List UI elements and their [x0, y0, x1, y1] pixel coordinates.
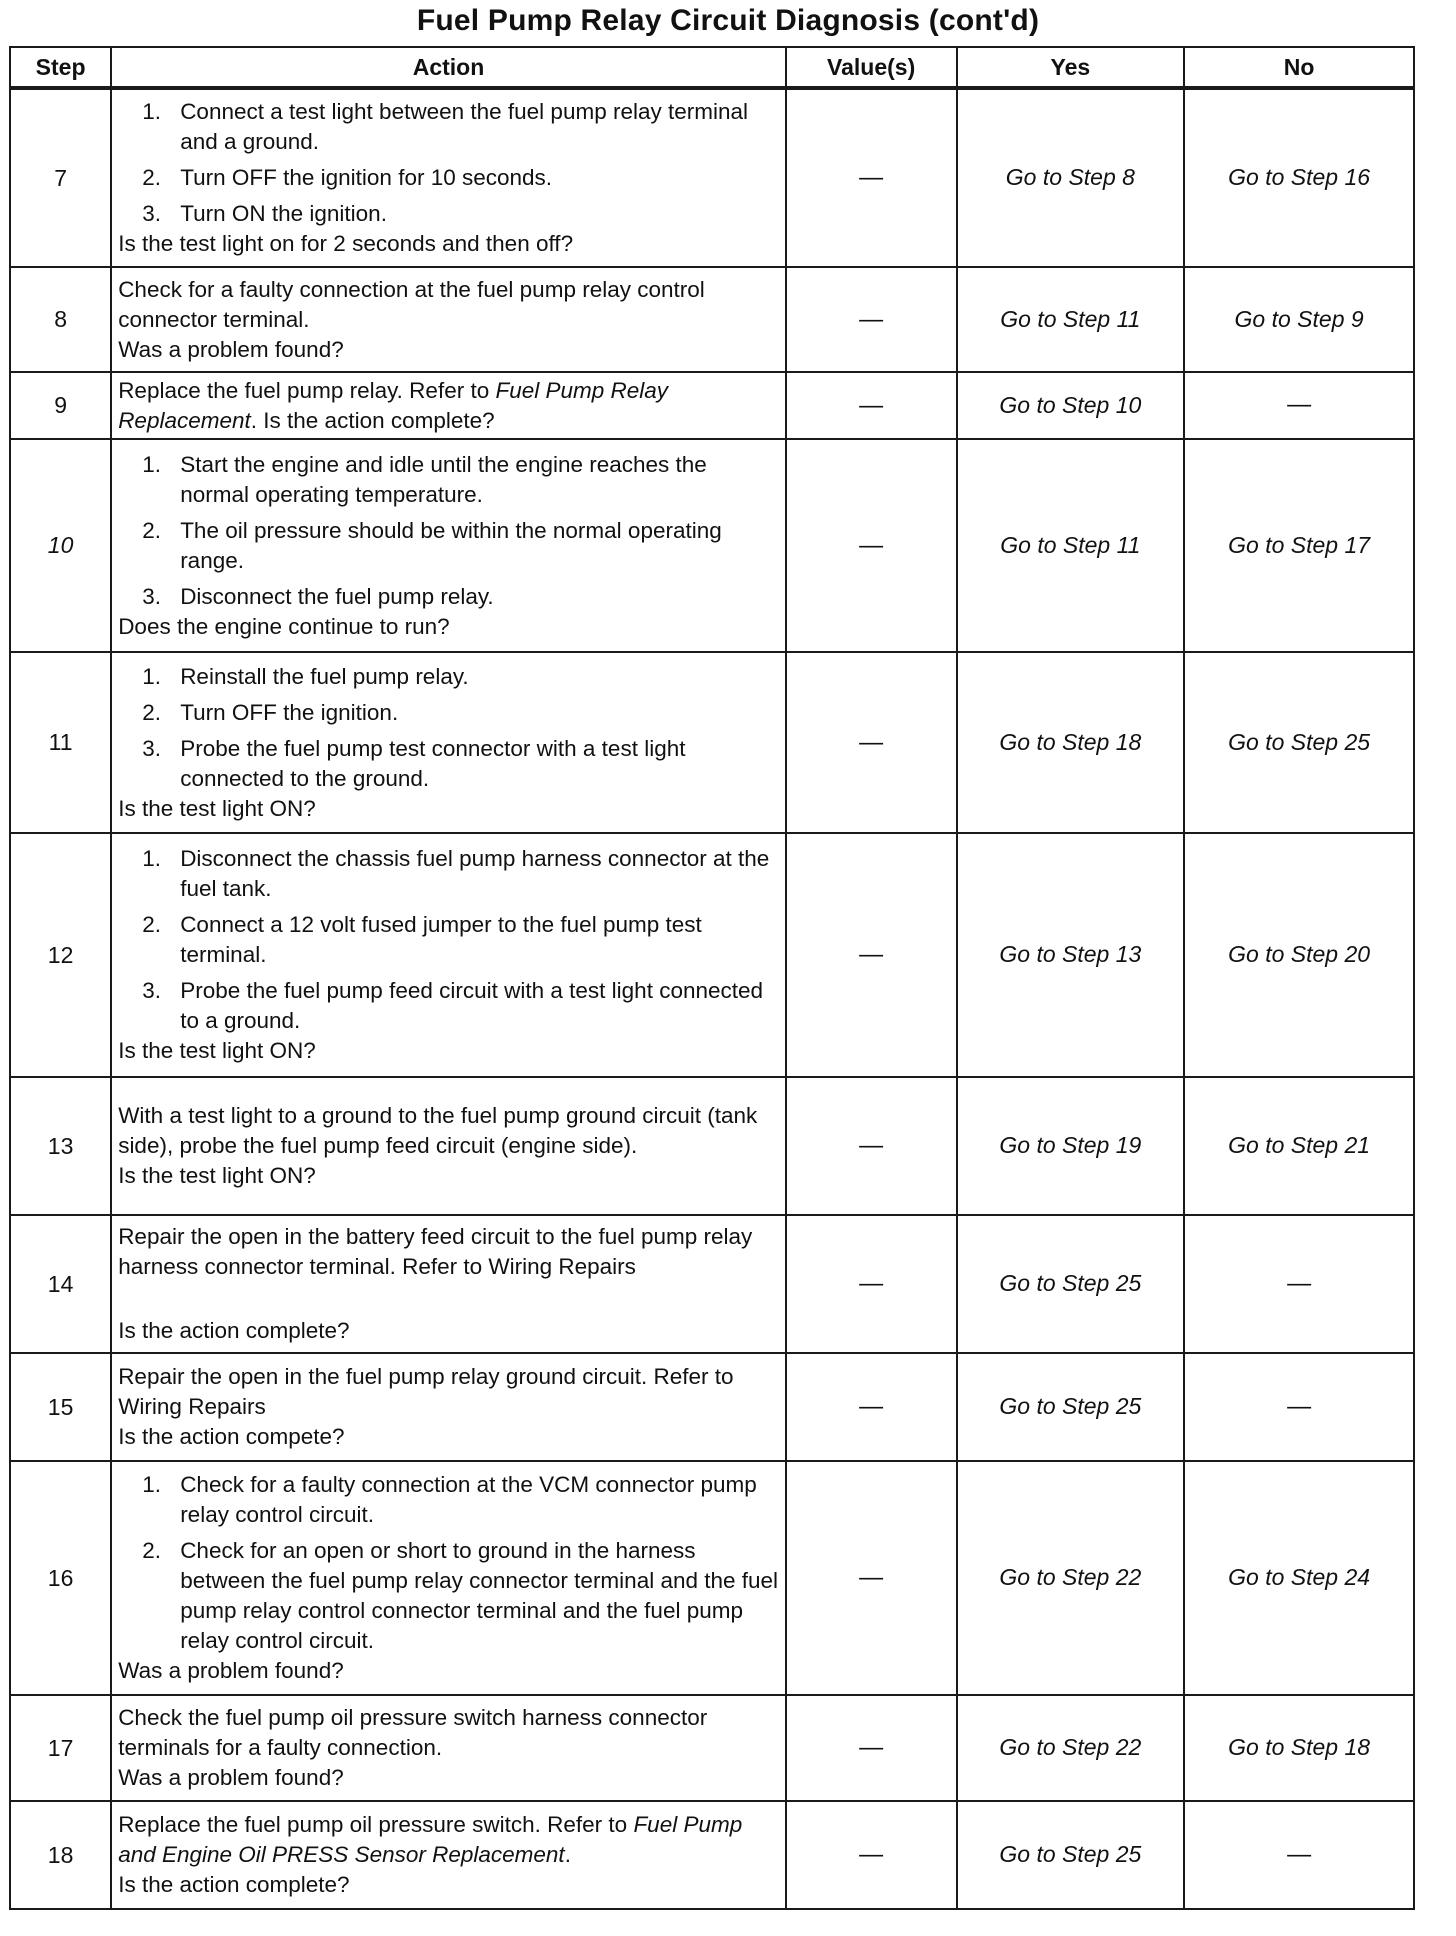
table-row: [10, 1695, 1414, 1801]
step-number: 8: [10, 267, 111, 372]
action-cell: [111, 439, 786, 652]
value-cell: —: [786, 1461, 957, 1695]
step-number: 11: [10, 652, 111, 833]
action-step: 3. Disconnect the fuel pump relay.: [142, 583, 494, 609]
value-cell: —: [786, 1801, 957, 1909]
action-question: Is the test light ON?: [118, 795, 316, 821]
yes-cell: Go to Step 19: [957, 1077, 1185, 1215]
action-step: 3. Probe the fuel pump feed circuit with a test light connected to a ground.: [142, 978, 764, 1033]
step-number: 15: [10, 1353, 111, 1461]
yes-cell: Go to Step 25: [957, 1215, 1185, 1353]
step-number: 18: [10, 1801, 111, 1909]
action-text: Check the fuel pump oil pressure switch harness connector terminals for a faulty connection.: [118, 1705, 708, 1760]
action-step: 2. Check for an open or short to ground in the harness between the fuel pump relay connector terminal and the fuel pump relay control connector terminal and the fuel pump relay control circuit.: [142, 1538, 779, 1653]
action-step: 3. Probe the fuel pump test connector with a test light connected to the ground.: [142, 735, 686, 791]
yes-cell: Go to Step 22: [957, 1695, 1185, 1801]
action-steps: [118, 97, 781, 229]
table-row: [10, 1461, 1414, 1695]
action-steps: [118, 844, 781, 1036]
action-cell: [111, 652, 786, 833]
step-number: 14: [10, 1215, 111, 1353]
step-number: 12: [10, 833, 111, 1077]
table-header-row: [10, 47, 1414, 88]
action-step: 2. Connect a 12 volt fused jumper to the fuel pump test terminal.: [142, 912, 702, 967]
no-cell: Go to Step 20: [1184, 833, 1414, 1077]
action-cell: Replace the fuel pump relay. Refer to Fuel Pump Relay Replacement. Is the action complete?: [111, 372, 786, 439]
action-cell: [111, 1077, 786, 1215]
value-cell: —: [786, 1695, 957, 1801]
step-number: 10: [10, 439, 111, 652]
yes-cell: Go to Step 25: [957, 1353, 1185, 1461]
action-cell: [111, 1353, 786, 1461]
header-yes: Yes: [957, 47, 1185, 88]
value-cell: —: [786, 372, 957, 439]
action-step: 2. The oil pressure should be within the normal operating range.: [142, 517, 722, 573]
no-cell: Go to Step 24: [1184, 1461, 1414, 1695]
yes-cell: Go to Step 10: [957, 372, 1185, 439]
action-step: 1. Disconnect the chassis fuel pump harness connector at the fuel tank.: [142, 846, 770, 901]
yes-cell: Go to Step 13: [957, 833, 1185, 1077]
value-cell: —: [786, 439, 957, 652]
no-cell: Go to Step 18: [1184, 1695, 1414, 1801]
table-row: [10, 1801, 1414, 1909]
step-number: 13: [10, 1077, 111, 1215]
action-step: 3. Turn ON the ignition.: [142, 201, 387, 226]
action-question: Does the engine continue to run?: [118, 613, 450, 639]
no-cell: Go to Step 25: [1184, 652, 1414, 833]
table-row: [10, 1077, 1414, 1215]
value-cell: —: [786, 1215, 957, 1353]
action-question: Is the action complete?: [118, 1872, 350, 1897]
action-cell: [111, 1461, 786, 1695]
yes-cell: Go to Step 8: [957, 88, 1185, 267]
action-steps: [118, 662, 781, 794]
no-cell: —: [1184, 1353, 1414, 1461]
value-cell: —: [786, 1353, 957, 1461]
action-question: Is the action compete?: [118, 1424, 345, 1449]
yes-cell: Go to Step 25: [957, 1801, 1185, 1909]
header-values: Value(s): [786, 47, 957, 88]
action-cell: [111, 833, 786, 1077]
no-cell: —: [1184, 1801, 1414, 1909]
no-cell: —: [1184, 372, 1414, 439]
action-cell: [111, 1695, 786, 1801]
action-question: Is the test light ON?: [118, 1163, 316, 1188]
no-cell: Go to Step 17: [1184, 439, 1414, 652]
action-text: Check for a faulty connection at the fuel pump relay control connector terminal.: [118, 276, 705, 332]
reference-link-text: Fuel Pump Relay Replacement: [118, 377, 669, 433]
header-step: Step: [10, 47, 111, 88]
action-step: 1. Check for a faulty connection at the VCM connector pump relay control circuit.: [142, 1472, 757, 1527]
diagnosis-table: [9, 46, 1415, 1910]
action-step: 2. Turn OFF the ignition.: [142, 699, 399, 725]
action-step: 2. Turn OFF the ignition for 10 seconds.: [142, 165, 553, 190]
table-row: [10, 833, 1414, 1077]
no-cell: Go to Step 21: [1184, 1077, 1414, 1215]
value-cell: —: [786, 88, 957, 267]
value-cell: —: [786, 833, 957, 1077]
action-cell: Replace the fuel pump oil pressure switch. Refer to Fuel Pump and Engine Oil PRESS Sensor Replacement. Is the action complete?: [111, 1801, 786, 1909]
action-question: Is the action complete?: [118, 1318, 350, 1343]
header-action: Action: [111, 47, 786, 88]
action-question: Is the test light ON?: [118, 1038, 316, 1063]
action-question: Was a problem found?: [118, 1765, 344, 1790]
no-cell: Go to Step 16: [1184, 88, 1414, 267]
table-row: [10, 1215, 1414, 1353]
table-row: [10, 652, 1414, 833]
action-question: Was a problem found?: [118, 336, 344, 362]
step-number: 7: [10, 88, 111, 267]
action-cell: [111, 88, 786, 267]
yes-cell: Go to Step 11: [957, 267, 1185, 372]
step-number: 9: [10, 372, 111, 439]
table-row: [10, 267, 1414, 372]
value-cell: —: [786, 267, 957, 372]
table-row: [10, 88, 1414, 267]
table-row: [10, 372, 1414, 439]
action-steps: [118, 450, 781, 612]
action-text: Repair the open in the fuel pump relay ground circuit. Refer to Wiring Repairs: [118, 1364, 734, 1419]
yes-cell: Go to Step 18: [957, 652, 1185, 833]
no-cell: Go to Step 9: [1184, 267, 1414, 372]
reference-link-text: Fuel Pump and Engine Oil PRESS Sensor Replacement: [118, 1812, 743, 1867]
step-number: 16: [10, 1461, 111, 1695]
action-steps: [118, 1470, 781, 1656]
page-title: Fuel Pump Relay Circuit Diagnosis (cont'd): [416, 4, 1040, 37]
action-text: With a test light to a ground to the fuel pump ground circuit (tank side), probe the fuel pump feed circuit (engine side).: [118, 1103, 758, 1158]
table-row: [10, 1353, 1414, 1461]
yes-cell: Go to Step 22: [957, 1461, 1185, 1695]
header-no: No: [1184, 47, 1414, 88]
action-cell: [111, 1215, 786, 1353]
action-step: 1. Connect a test light between the fuel pump relay terminal and a ground.: [142, 99, 749, 154]
value-cell: —: [786, 652, 957, 833]
step-number: 17: [10, 1695, 111, 1801]
action-question: Was a problem found?: [118, 1658, 344, 1683]
action-cell: [111, 267, 786, 372]
value-cell: —: [786, 1077, 957, 1215]
action-question: Is the test light on for 2 seconds and then off?: [118, 231, 574, 256]
no-cell: —: [1184, 1215, 1414, 1353]
action-step: 1. Start the engine and idle until the engine reaches the normal operating temperature.: [142, 451, 707, 507]
action-text: Repair the open in the battery feed circuit to the fuel pump relay harness connector terminal. Refer to Wiring Repairs: [118, 1224, 753, 1279]
yes-cell: Go to Step 11: [957, 439, 1185, 652]
action-step: 1. Reinstall the fuel pump relay.: [142, 663, 469, 689]
table-row: [10, 439, 1414, 652]
